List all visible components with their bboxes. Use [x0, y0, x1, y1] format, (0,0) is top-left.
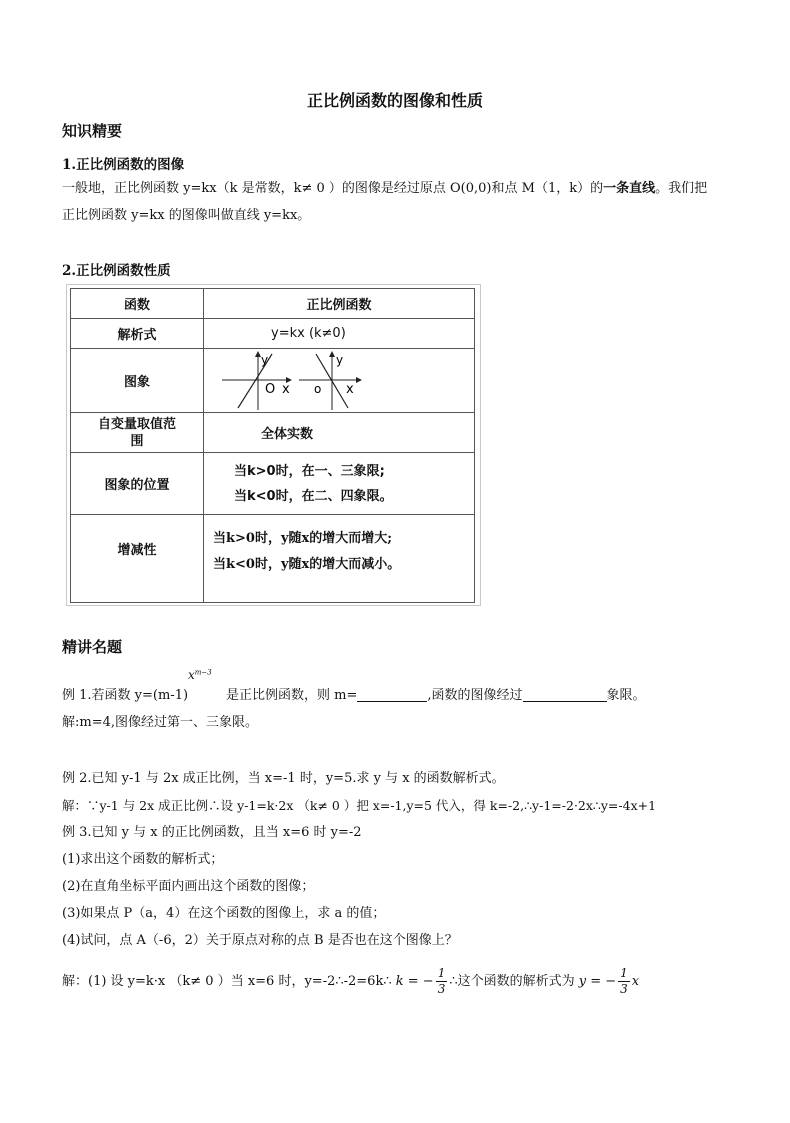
fraction-denominator: 3 — [437, 982, 446, 996]
y-axis-arrow — [329, 351, 335, 357]
x-axis-label: x — [282, 381, 290, 397]
origin-label: O — [265, 381, 276, 397]
graph-positive-k — [222, 351, 292, 410]
row-label-domain — [71, 413, 204, 453]
paragraph-text: 一般地，正比例函数 y=kx（k 是常数，k≠ 0 ）的图像是经过原点 O(0,0)和点 M（1，k）的 — [62, 181, 604, 196]
example1-text: 例 1.若函数 y=(m-1) — [62, 688, 189, 703]
example2-solution: 解：∵y-1 与 2x 成正比例∴设 y-1=k·2x （k≠ 0 ）把 x=-1,y=5 代入，得 k=-2,∴y-1=-2·2x∴y=-4x+1 — [62, 798, 657, 813]
row-label-domain-line1: 自变量取值范 — [97, 416, 176, 432]
example3-q1: (1)求出这个函数的解析式； — [62, 852, 224, 867]
example3-q2: (2)在直角坐标平面内画出这个函数的图像； — [62, 879, 315, 894]
example3-q4: (4)试问，点 A（-6，2）关于原点对称的点 B 是否也在这个图像上？ — [62, 933, 458, 948]
example3-solution — [62, 966, 639, 997]
table-row — [71, 319, 475, 349]
example3-q3: (3)如果点 P（a，4）在这个函数的图像上，求 a 的值； — [62, 906, 386, 921]
position-line-2: 当k<0时，在二、四象限。 — [234, 488, 393, 504]
row-label-monotonic: 增减性 — [71, 515, 204, 603]
solution-text: 解：(1) 设 y=k·x （k≠ 0 ）当 x=6 时，y=-2∴-2=6k∴ — [62, 974, 392, 989]
row-label-position: 图象的位置 — [71, 453, 204, 515]
properties-table — [70, 288, 475, 603]
fraction-denominator: 3 — [620, 982, 628, 996]
fraction-numerator: 1 — [620, 966, 628, 980]
x-axis-label: x — [346, 381, 354, 397]
y-axis-label: y — [261, 352, 269, 367]
example1-text: 是正比例函数，则 m= — [226, 688, 358, 703]
section-heading-examples: 精讲名题 — [62, 638, 123, 656]
row-label-graph: 图象 — [71, 349, 204, 413]
position-line-1: 当k>0时，在一、三象限; — [234, 463, 385, 479]
example1-solution: 解:m=4,图像经过第一、三象限。 — [62, 715, 259, 730]
origin-label: o — [314, 381, 322, 396]
subheading-graph: 1.正比例函数的图像 — [62, 157, 185, 173]
exponent-text: m−3 — [194, 668, 212, 677]
paragraph-text: 。我们把 — [655, 181, 708, 196]
y-expression: y = − — [578, 974, 617, 989]
example1-text: 象限。 — [606, 688, 646, 703]
subheading-properties: 2.正比例函数性质 — [62, 263, 171, 279]
paragraph-line-2: 正比例函数 y=kx 的图像叫做直线 y=kx。 — [62, 208, 311, 223]
row-value-domain: 全体实数 — [204, 413, 475, 453]
x-axis-arrow — [356, 377, 362, 383]
row-value-graph — [204, 349, 475, 413]
paragraph-emphasis: 一条直线 — [603, 181, 656, 196]
header-cell-proportional: 正比例函数 — [204, 289, 475, 319]
fraction-one-third — [618, 966, 630, 997]
example1-exponent: $x^{m-3}$ — [188, 668, 212, 682]
row-value-formula: y=kx (k≠0) — [204, 319, 475, 349]
answer-blank-m[interactable] — [357, 687, 427, 702]
paragraph-line-1 — [62, 175, 707, 202]
row-label-domain-line2: 围 — [130, 433, 144, 449]
example3-question: 例 3.已知 y 与 x 的正比例函数，且当 x=6 时 y=-2 — [62, 825, 362, 840]
section-heading-knowledge: 知识精要 — [62, 122, 123, 140]
page-title: 正比例函数的图像和性质 — [306, 91, 483, 110]
k-expression: k = − — [395, 974, 434, 989]
row-label-formula: 解析式 — [71, 319, 204, 349]
solution-text: ∴这个函数的解析式为 — [449, 974, 575, 989]
table-row — [71, 289, 475, 319]
monotonic-line-2: 当k<0时，y随x的增大而减小。 — [213, 557, 401, 572]
fraction-numerator: 1 — [437, 966, 446, 980]
table-row — [71, 349, 475, 413]
x-variable: x — [631, 974, 640, 989]
graph-negative-k — [299, 351, 362, 410]
example2-question: 例 2.已知 y-1 与 2x 成正比例，当 x=-1 时，y=5.求 y 与 x 的函数解析式。 — [62, 771, 505, 786]
fraction-one-third — [436, 966, 448, 997]
table-row — [71, 453, 475, 515]
table-row — [71, 515, 475, 603]
row-value-monotonic — [204, 515, 475, 603]
table-row — [71, 413, 475, 453]
monotonic-line-1: 当k>0时，y随x的增大而增大; — [213, 531, 393, 546]
answer-blank-quadrant[interactable] — [523, 687, 607, 702]
graph-sketches — [204, 350, 474, 412]
row-value-position — [204, 453, 475, 515]
y-axis-label: y — [336, 352, 344, 367]
example1-text: ,函数的图像经过 — [427, 688, 523, 703]
example1-question — [62, 682, 646, 709]
header-cell-function: 函数 — [71, 289, 204, 319]
